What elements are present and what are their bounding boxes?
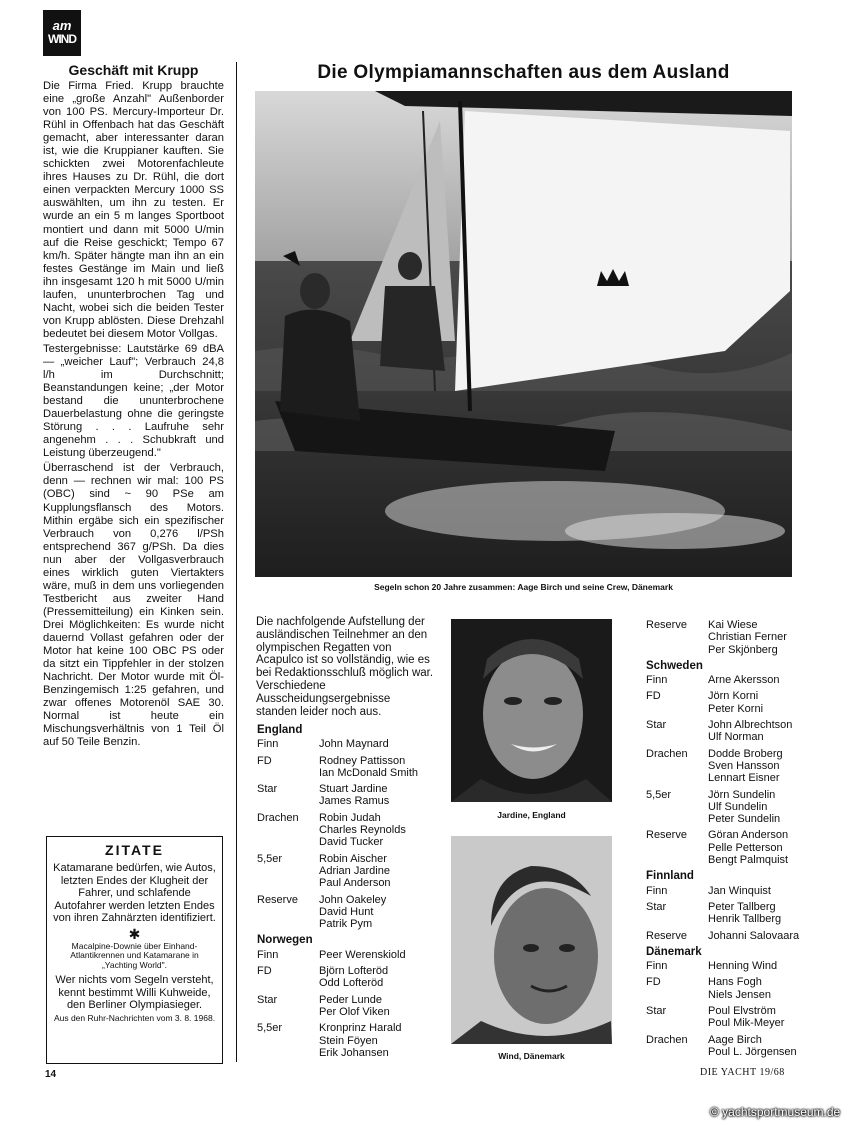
roster-entry (257, 755, 437, 780)
portrait-caption: Wind, Dänemark (498, 1051, 565, 1061)
boat-class: 5,5er (257, 852, 283, 865)
crew-member: Stein Föyen (319, 1034, 378, 1047)
roster-entry (646, 976, 806, 1001)
crew-member: Dodde Broberg (708, 747, 783, 760)
crew-names (319, 1022, 437, 1059)
crew-names (319, 894, 437, 931)
magazine-issue: DIE YACHT 19/68 (700, 1067, 785, 1078)
logo-line-1: am (52, 18, 72, 33)
roster-entry (646, 719, 806, 744)
crew-names (319, 994, 437, 1019)
team-block (646, 619, 806, 656)
crew-names (708, 619, 806, 656)
boat-class: Finn (257, 948, 279, 961)
crew-member: Johanni Salovaara (708, 929, 800, 942)
crew-member: Adrian Jardine (319, 864, 390, 877)
crew-names (708, 960, 806, 972)
team-block (257, 724, 437, 930)
boat-class: Star (646, 900, 667, 913)
crew-member: Poul Mik-Meyer (708, 1017, 785, 1030)
crew-member: Henrik Tallberg (708, 913, 782, 926)
crew-member: Peter Tallberg (708, 900, 776, 913)
boat-class: Reserve (646, 619, 687, 631)
boat-class: Drachen (646, 747, 688, 760)
roster-entry (646, 1034, 806, 1059)
portrait-wind-graphic (451, 836, 612, 1044)
portrait-caption: Jardine, England (497, 810, 566, 820)
crew-names (708, 789, 806, 826)
crew-member: Paul Anderson (319, 877, 391, 890)
crew-names (319, 965, 437, 990)
logo-line-2: WIND (48, 32, 76, 46)
crew-member: John Maynard (319, 738, 389, 751)
roster-entry (646, 619, 806, 656)
boat-class: FD (646, 690, 661, 703)
crew-member: Bengt Palmquist (708, 854, 789, 867)
crew-member: Hans Fogh (708, 976, 762, 989)
sailing-photo (255, 91, 792, 577)
roster-entry (257, 738, 437, 750)
crew-names (319, 783, 437, 808)
roster-entry (646, 829, 806, 866)
crew-member: Patrik Pym (319, 918, 373, 931)
boat-class: Reserve (257, 893, 298, 906)
crew-member: Peter Sundelin (708, 813, 781, 826)
crew-names (708, 690, 806, 715)
roster-entry (646, 960, 806, 972)
roster-entry (257, 949, 437, 961)
roster-entry (646, 748, 806, 785)
crew-member: Ulf Sundelin (708, 800, 768, 813)
portrait-jardine-graphic (451, 619, 612, 802)
crew-names (319, 949, 437, 961)
quote-text: Wer nichts vom Segeln versteht, kennt bestimmt Willi Kuhweide, den Berliner Olympiasieger. (55, 974, 214, 1011)
side-article (43, 62, 224, 751)
crew-member: Niels Jensen (708, 988, 771, 1001)
crew-member: David Hunt (319, 905, 374, 918)
crew-member: Charles Reynolds (319, 824, 406, 837)
watermark: © yachtsportmuseum.de (710, 1105, 841, 1119)
crew-names (708, 976, 806, 1001)
crew-member: John Albrechtson (708, 719, 793, 732)
team-name: England (257, 724, 303, 736)
team-name: Finnland (646, 870, 694, 883)
crew-member: Peter Korni (708, 702, 764, 715)
page-title: Die Olympiamannschaften aus dem Ausland (317, 62, 730, 83)
quotes-title: ZITATE (105, 842, 164, 858)
boat-class: Finn (257, 738, 279, 751)
side-article-paragraph: Überraschend ist der Verbrauch, denn — rechnen wir mal: 100 PS (OBC) sind ~ 90 PSe am Kupplungsflansch des Motors. Mithin ergäbe sich ein spezifischer Verbrauch von 0,276 l/PSh entsprechend 367 g/PSh. Da dies nun aber der Vollgasverbrauch eines wirklich guten Viertakters wäre, muß in dem uns vorliegenden Testbericht aus zweiter Hand (Pressemitteilung) ein Kinken sein. Drei Möglichkeiten: Es wurde nicht dauernd Vollast gefahren oder der Motor hat keine 100 OBC PS oder da sitzt ein Tippfehler in der stolzen Nachricht. Der Motor wurde mit Öl-Benzingemisch 1:25 gefahren, und zwar offenes Motorenöl SAE 30. Normal ist heute ein Mischungsverhältnis von 1 Teil Öl auf 50 Teile Benzin. (43, 462, 224, 749)
crew-member: Henning Wind (708, 960, 778, 973)
roster-entry (257, 812, 437, 849)
crew-member: Robin Aischer (319, 852, 387, 865)
crew-member: Ian McDonald Smith (319, 766, 419, 779)
sailing-photo-graphic (255, 91, 792, 577)
asterisk-icon: ✱ (128, 925, 141, 942)
crew-member: David Tucker (319, 836, 384, 849)
team-block (646, 870, 806, 941)
crew-member: John Oakeley (319, 893, 387, 906)
roster-entry (257, 853, 437, 890)
boat-class: Finn (646, 960, 668, 973)
boat-class: Finn (646, 674, 668, 687)
roster-entry (646, 901, 806, 926)
crew-member: Ulf Norman (708, 731, 764, 744)
crew-names (319, 755, 437, 780)
crew-member: Kai Wiese (708, 619, 758, 631)
portrait-wind (451, 836, 612, 1044)
crew-member: Sven Hansson (708, 759, 780, 772)
crew-member: Stuart Jardine (319, 783, 388, 796)
roster-entry (257, 783, 437, 808)
crew-member: Christian Ferner (708, 631, 787, 644)
photo-caption: Segeln schon 20 Jahre zusammen: Aage Birch und seine Crew, Dänemark (374, 582, 673, 592)
crew-names (319, 738, 437, 750)
roster-entry (646, 690, 806, 715)
team-roster-left (257, 722, 437, 1063)
boat-class: Reserve (646, 829, 687, 842)
side-article-paragraph: Die Firma Fried. Krupp brauchte eine „große Anzahl" Außenborder von 100 PS. Mercury-Importeur Dr. Rühl in Offenbach hat das Geschäft gemacht, aber interessanter daran ist, wie die Kruppianer kauften. Sie schickten zwei Motorenfachleute ihres Hauses zu Dr. Rühl, die dort einen verpackten Mercury 1000 SS auswählten, um ihn zu testen. Er wurde an ein 5 m langes Sportboot montiert und dann mit 5000 U/min auf die Reise geschickt; Tempo 67 km/h. Später hängte man ihn an ein festes Gestänge im Main und ließ ihn insgesamt 120 h mit 5000 U/min laufen, ununterbrochen Tag und Nacht, wobei sich die beiden Tester von Krupp ablösten. Diese Drehzahl bedeutet bei diesem Motor Vollgas. (43, 80, 224, 340)
roster-entry (646, 1005, 806, 1030)
crew-member: Arne Akersson (708, 674, 780, 687)
crew-names (708, 901, 806, 926)
crew-member: Pelle Petterson (708, 841, 783, 854)
crew-names (708, 930, 806, 942)
crew-member: Jörn Sundelin (708, 788, 776, 801)
side-article-title: Geschäft mit Krupp (68, 62, 199, 78)
boat-class: Drachen (257, 811, 299, 824)
boat-class: Star (257, 993, 278, 1006)
boat-class: Star (257, 783, 278, 796)
crew-names (708, 719, 806, 744)
crew-member: Jörn Korni (708, 690, 759, 703)
boat-class: Finn (646, 884, 668, 897)
team-block (646, 660, 806, 866)
team-block (646, 946, 806, 1058)
side-article-body (43, 80, 224, 749)
crew-member: Odd Lofteröd (319, 977, 384, 990)
crew-names (319, 812, 437, 849)
crew-names (708, 1034, 806, 1059)
crew-member: Per Olof Viken (319, 1005, 390, 1018)
roster-entry (257, 965, 437, 990)
quote-source: Macalpine-Downie über Einhand-Atlantikrennen und Katamarane in „Yachting World". (70, 940, 199, 970)
quote-text: Katamarane bedürfen, wie Autos, letzten Endes der Klugheit der Fahrer, und schlafende Autofahrer werden letzten Endes von ihren Zahnärzten identifiziert. (53, 862, 216, 924)
crew-member: Lennart Eisner (708, 772, 780, 785)
crew-member: Rodney Pattisson (319, 754, 406, 767)
boat-class: FD (257, 965, 272, 978)
team-name: Schweden (646, 659, 703, 672)
crew-names (708, 748, 806, 785)
crew-names (708, 674, 806, 686)
crew-member: Peder Lunde (319, 993, 382, 1006)
boat-class: FD (646, 976, 661, 989)
team-roster-right (646, 617, 806, 1062)
quotes-box (46, 836, 223, 1064)
magazine-section-logo (43, 10, 81, 56)
crew-member: Per Skjönberg (708, 643, 778, 656)
crew-names (708, 1005, 806, 1030)
team-block (257, 934, 437, 1059)
roster-entry (257, 1022, 437, 1059)
boat-class: 5,5er (646, 788, 672, 801)
boat-class: Star (646, 1005, 667, 1018)
team-name: Norwegen (257, 934, 313, 947)
boat-class: Drachen (646, 1033, 688, 1046)
side-article-paragraph: Testergebnisse: Lautstärke 69 dBA — „weicher Lauf"; Verbrauch 24,8 l/h im Durchschnitt; Beanstandungen keine; „der Motor bestand die ununterbrochene Dauerbelastung ohne die geringste Störung . . . Laufruhe sehr angenehm . . . Schubkraft und Leistung überzeugend." (43, 342, 224, 460)
crew-member: Björn Lofteröd (319, 965, 389, 978)
boat-class: Reserve (646, 929, 687, 942)
team-name: Dänemark (646, 945, 702, 958)
roster-entry (646, 930, 806, 942)
page-number: 14 (45, 1069, 57, 1080)
roster-entry (646, 789, 806, 826)
crew-names (319, 853, 437, 890)
roster-entry (257, 894, 437, 931)
crew-member: Jan Winquist (708, 884, 771, 897)
crew-names (708, 885, 806, 897)
quote-source: Aus den Ruhr-Nachrichten vom 3. 8. 1968. (53, 1012, 216, 1023)
crew-member: Poul Elvström (708, 1005, 776, 1018)
crew-member: Poul L. Jörgensen (708, 1045, 797, 1058)
crew-member: Peer Werenskiold (319, 948, 406, 961)
crew-member: James Ramus (319, 795, 390, 808)
crew-member: Göran Anderson (708, 829, 789, 842)
crew-member: Kronprinz Harald (319, 1022, 402, 1035)
portrait-jardine (451, 619, 612, 802)
crew-member: Erik Johansen (319, 1046, 389, 1059)
intro-text: Die nachfolgende Aufstellung der ausländischen Teilnehmer an den olympischen Regatten von Acapulco ist so vollständig, wie es bei Redaktionsschluß möglich war. Verschiedene Ausscheidungsergebnisse standen leider noch aus. (256, 616, 434, 718)
roster-entry (257, 994, 437, 1019)
boat-class: Star (646, 719, 667, 732)
crew-names (708, 829, 806, 866)
column-divider (236, 62, 237, 1062)
crew-member: Robin Judah (319, 811, 381, 824)
roster-entry (646, 885, 806, 897)
boat-class: FD (257, 754, 272, 767)
boat-class: 5,5er (257, 1022, 283, 1035)
crew-member: Aage Birch (708, 1033, 762, 1046)
roster-entry (646, 674, 806, 686)
